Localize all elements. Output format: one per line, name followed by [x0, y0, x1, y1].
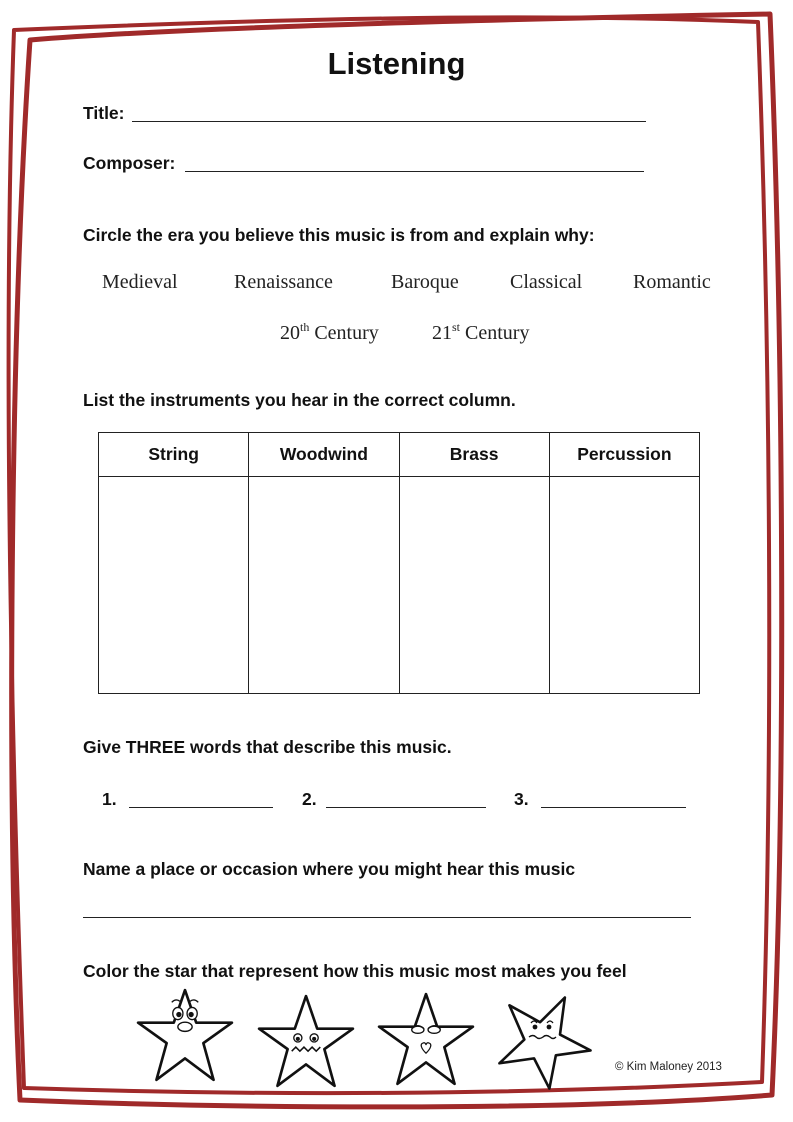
percussion-answer-cell[interactable]: [549, 477, 699, 694]
column-header-string: String: [99, 433, 249, 477]
century-number: 21: [432, 322, 452, 344]
woodwind-answer-cell[interactable]: [249, 477, 399, 694]
instruments-prompt: List the instruments you hear in the correct column.: [83, 390, 516, 410]
place-prompt: Name a place or occasion where you might hear this music: [83, 859, 576, 879]
string-answer-cell[interactable]: [99, 477, 249, 694]
page-title: Listening: [327, 46, 466, 81]
century-suffix: th: [300, 320, 310, 334]
title-label: Title:: [83, 103, 125, 123]
era-21st-century[interactable]: [432, 322, 529, 345]
era-renaissance[interactable]: Renaissance: [234, 271, 333, 293]
place-answer-line[interactable]: [83, 917, 691, 918]
word-answer-line-1[interactable]: [129, 807, 273, 808]
grimacing-face-star-icon[interactable]: [255, 992, 357, 1094]
era-medieval[interactable]: Medieval: [102, 271, 178, 293]
word-number-3: 3.: [514, 789, 529, 809]
century-number: 20: [280, 322, 300, 344]
century-word: Century: [465, 322, 530, 344]
wavy-smile-face-star-icon[interactable]: [493, 992, 593, 1094]
star-prompt: Color the star that represent how this music most makes you feel: [83, 961, 627, 981]
era-romantic[interactable]: Romantic: [633, 271, 711, 293]
century-word: Century: [314, 322, 379, 344]
words-prompt: Give THREE words that describe this music.: [83, 737, 452, 757]
loving-face-star-icon[interactable]: [375, 990, 477, 1092]
era-prompt: Circle the era you believe this music is from and explain why:: [83, 225, 595, 245]
title-answer-line[interactable]: [132, 121, 646, 122]
era-baroque[interactable]: Baroque: [391, 271, 459, 293]
word-number-1: 1.: [102, 789, 117, 809]
column-header-brass: Brass: [399, 433, 549, 477]
copyright-notice: © Kim Maloney 2013: [615, 1061, 722, 1073]
era-classical[interactable]: Classical: [510, 271, 583, 293]
surprised-face-star-icon[interactable]: [134, 986, 236, 1088]
column-header-woodwind: Woodwind: [249, 433, 399, 477]
column-header-percussion: Percussion: [549, 433, 699, 477]
century-suffix: st: [452, 320, 461, 334]
word-answer-line-2[interactable]: [326, 807, 486, 808]
composer-label: Composer:: [83, 153, 176, 173]
word-number-2: 2.: [302, 789, 317, 809]
era-20th-century[interactable]: [280, 322, 379, 345]
instrument-table: [98, 432, 700, 694]
brass-answer-cell[interactable]: [399, 477, 549, 694]
word-answer-line-3[interactable]: [541, 807, 686, 808]
composer-answer-line[interactable]: [185, 171, 644, 172]
